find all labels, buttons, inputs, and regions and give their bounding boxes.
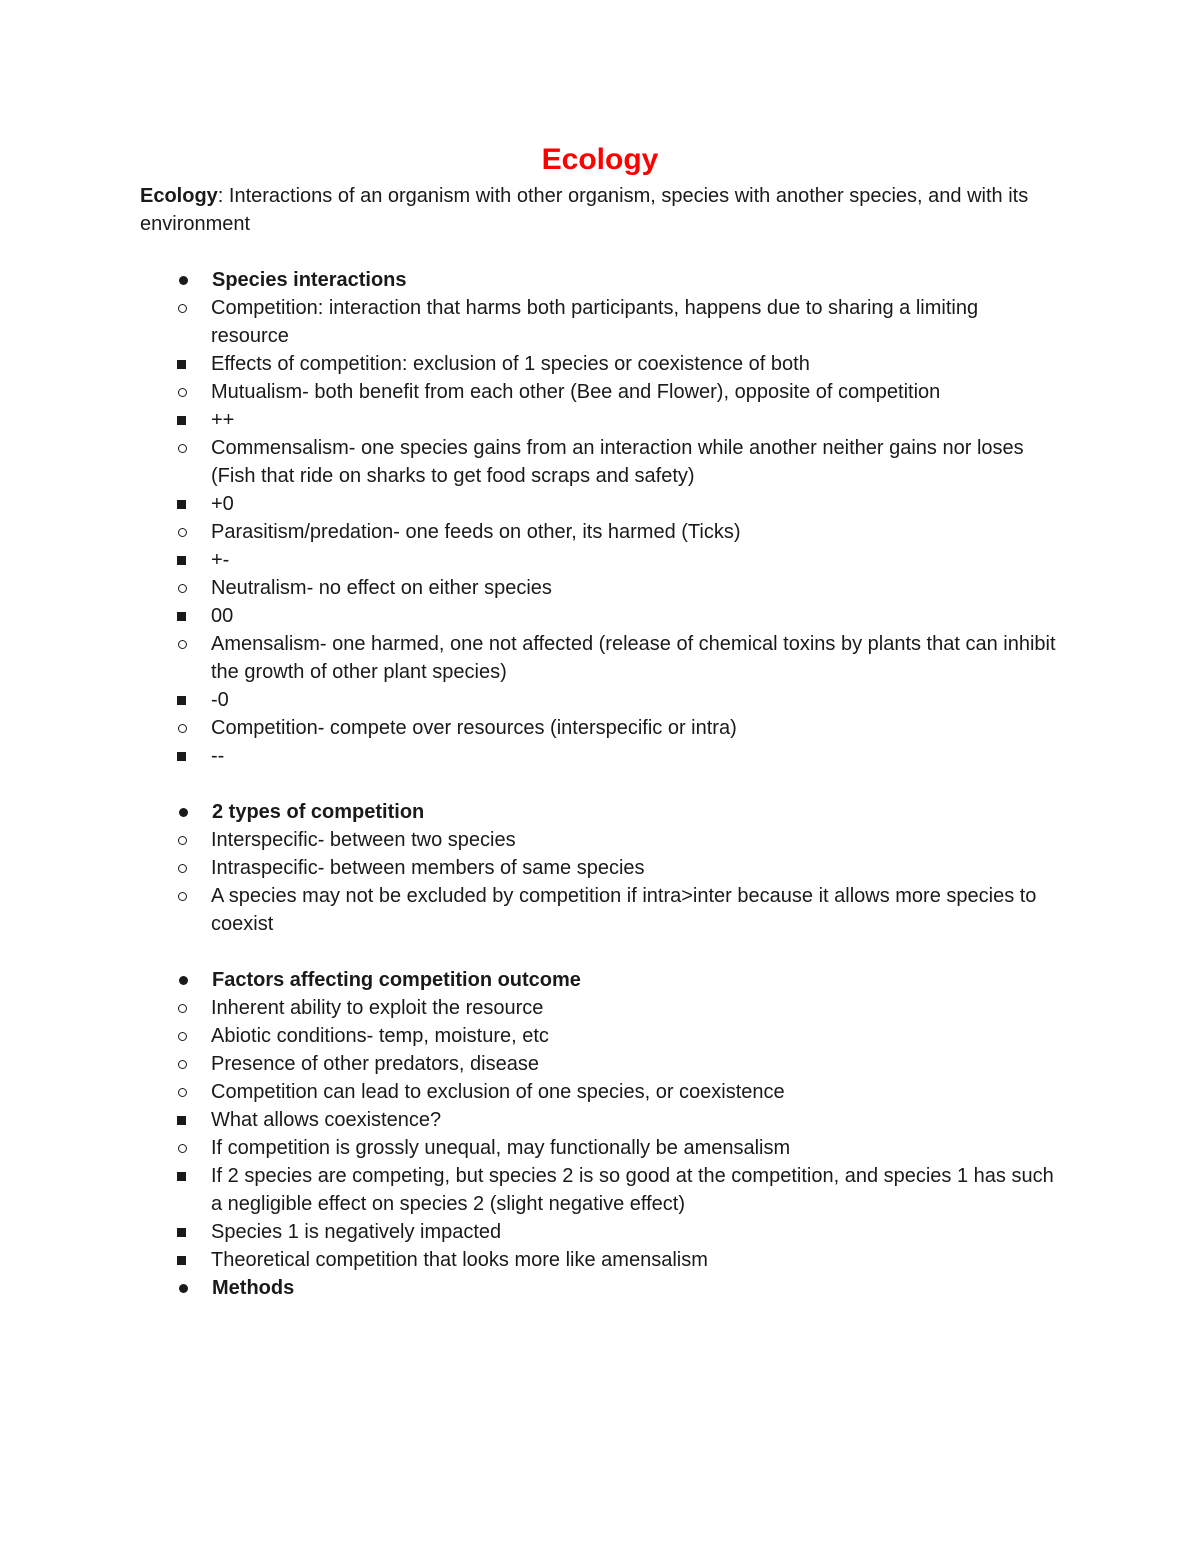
item-text: Neutralism- no effect on either species [211,577,552,599]
list-subitem: Theoretical competition that looks more like amensalism [140,1246,1060,1274]
list-subitem: 00 [140,602,1060,630]
item-text: Amensalism- one harmed, one not affected (release of chemical toxins by plants that can inhibit the growth of other plant species) [211,633,1056,683]
item-text: Competition- compete over resources (interspecific or intra) [211,717,737,739]
item-text: Parasitism/predation- one feeds on other, its harmed (Ticks) [211,521,741,543]
list-subitem: -0 [140,686,1060,714]
outline [140,798,1060,938]
section-factors-affecting-competition [140,966,1060,1274]
item-text: Competition: interaction that harms both participants, happens due to sharing a limiting resource [211,297,979,347]
list-subitem: -- [140,742,1060,770]
item-text: Commensalism- one species gains from an interaction while another neither gains nor loses (Fish that ride on sharks to get food scraps and safety) [211,437,1024,487]
page-title: Ecology [541,143,659,176]
list-item: A species may not be excluded by competition if intra>inter because it allows more species to coexist [140,882,1060,938]
intro-paragraph [140,182,1060,238]
list-item [140,1078,1060,1134]
list-subitem: What allows coexistence? [140,1106,1060,1134]
list-item: Presence of other predators, disease [140,1050,1060,1078]
outline [140,966,1060,1302]
section-heading: Methods [212,1277,295,1299]
item-text: Competition can lead to exclusion of one species, or coexistence [211,1081,785,1103]
intro-definition: : Interactions of an organism with other organism, species with another species, and with its environment [140,185,1029,235]
section-heading: Species interactions [212,269,407,291]
document-page [140,140,1060,1302]
list-item [140,714,1060,770]
spacer [140,938,1060,966]
list-subitem: ++ [140,406,1060,434]
list-item [140,574,1060,630]
list-item [140,294,1060,378]
list-subitem: +- [140,546,1060,574]
spacer [140,770,1060,798]
intro-term: Ecology [140,185,218,207]
list-subitem: Species 1 is negatively impacted [140,1218,1060,1246]
list-item: Abiotic conditions- temp, moisture, etc [140,1022,1060,1050]
list-item [140,630,1060,714]
section-types-of-competition [140,798,1060,938]
section-methods [140,1274,1060,1302]
section-heading: 2 types of competition [212,801,425,823]
item-text: Mutualism- both benefit from each other (Bee and Flower), opposite of competition [211,381,941,403]
list-item: Interspecific- between two species [140,826,1060,854]
section-heading: Factors affecting competition outcome [212,969,581,991]
list-item [140,1134,1060,1274]
list-subitem: +0 [140,490,1060,518]
item-text: If competition is grossly unequal, may functionally be amensalism [211,1137,791,1159]
list-item [140,518,1060,574]
section-species-interactions [140,266,1060,770]
list-item [140,378,1060,434]
outline [140,266,1060,770]
list-item: Inherent ability to exploit the resource [140,994,1060,1022]
list-item: Intraspecific- between members of same species [140,854,1060,882]
list-item [140,434,1060,518]
list-subitem: If 2 species are competing, but species 2 is so good at the competition, and species 1 has such a negligible effect on species 2 (slight negative effect) [140,1162,1060,1218]
list-subitem: Effects of competition: exclusion of 1 species or coexistence of both [140,350,1060,378]
